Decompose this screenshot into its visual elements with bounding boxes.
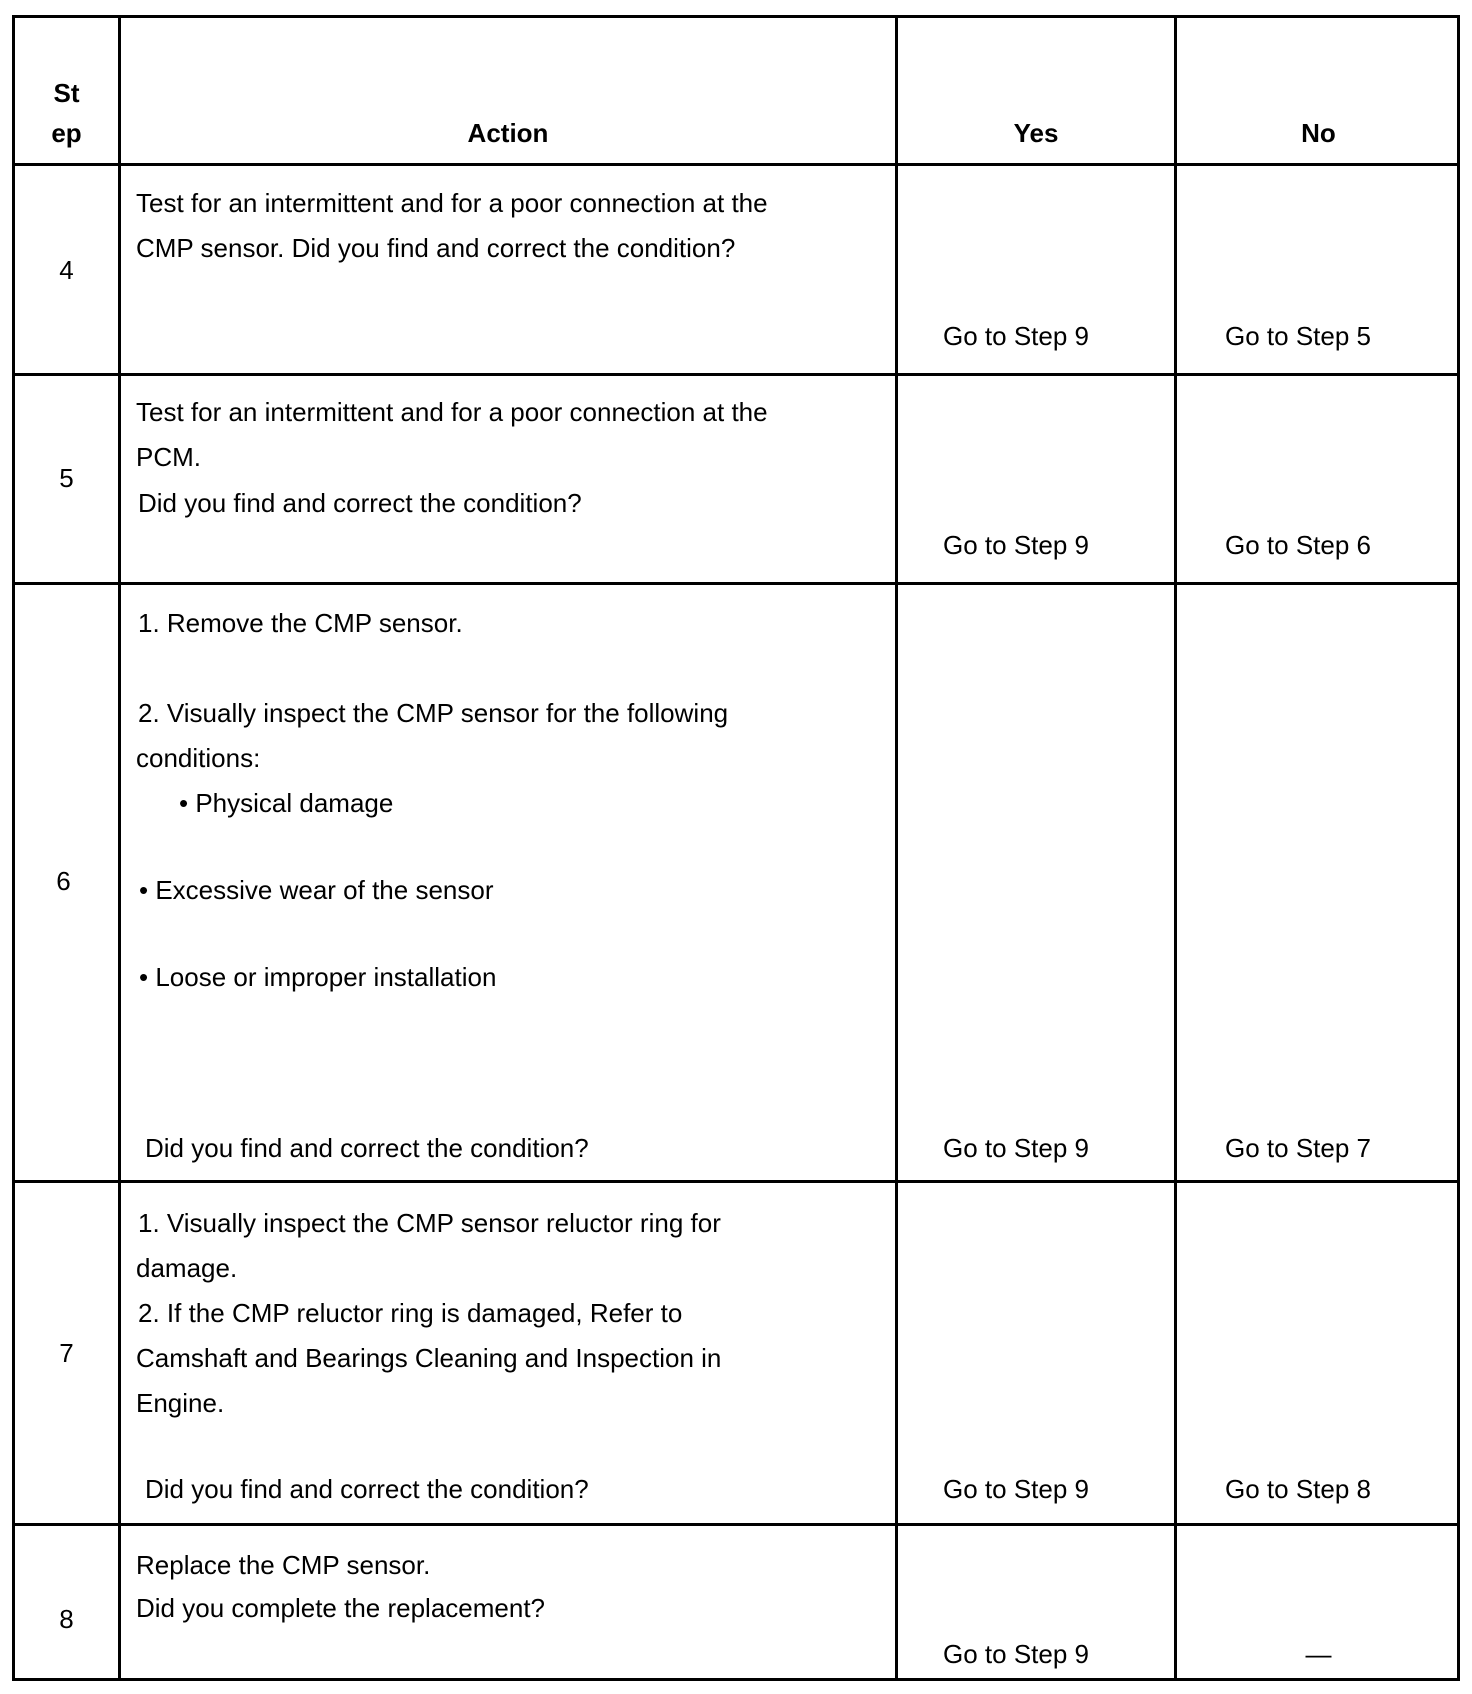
- yes-result: Go to Step 9: [943, 1133, 1089, 1163]
- row-divider: [15, 1523, 1457, 1526]
- action-text: conditions:: [136, 743, 261, 773]
- action-text: Engine.: [136, 1388, 225, 1418]
- header-action: Action: [467, 118, 549, 148]
- action-text: Test for an intermittent and for a poor connection at the: [136, 397, 768, 427]
- action-text: • Excessive wear of the sensor: [139, 875, 494, 905]
- no-result: —: [1305, 1639, 1332, 1669]
- action-text: 2. Visually inspect the CMP sensor for the following: [138, 698, 729, 728]
- column-divider: [118, 18, 121, 1678]
- row-divider: [15, 582, 1457, 585]
- step-number: 5: [59, 463, 74, 493]
- row-divider: [15, 373, 1457, 376]
- no-result: Go to Step 8: [1225, 1474, 1371, 1504]
- yes-result: Go to Step 9: [943, 1639, 1089, 1669]
- row-divider: [15, 163, 1457, 166]
- action-text: Camshaft and Bearings Cleaning and Inspection in: [136, 1343, 722, 1373]
- step-number: 4: [59, 255, 74, 285]
- header-no: No: [1301, 118, 1336, 148]
- row-divider: [15, 1180, 1457, 1183]
- column-divider: [1174, 18, 1177, 1678]
- no-result: Go to Step 6: [1225, 530, 1371, 560]
- step-number: 6: [56, 866, 71, 896]
- step-number: 8: [59, 1604, 74, 1634]
- action-text: Did you find and correct the condition?: [138, 488, 582, 518]
- action-text: Did you find and correct the condition?: [145, 1474, 589, 1504]
- action-text: 1. Remove the CMP sensor.: [138, 608, 463, 638]
- step-number: 7: [59, 1338, 74, 1368]
- action-text: 2. If the CMP reluctor ring is damaged, Refer to: [138, 1298, 683, 1328]
- action-text: Did you find and correct the condition?: [145, 1133, 589, 1163]
- column-divider: [895, 18, 898, 1678]
- yes-result: Go to Step 9: [943, 530, 1089, 560]
- action-text: PCM.: [136, 442, 201, 472]
- action-text: 1. Visually inspect the CMP sensor reluctor ring for: [138, 1208, 721, 1238]
- no-result: Go to Step 7: [1225, 1133, 1371, 1163]
- yes-result: Go to Step 9: [943, 321, 1089, 351]
- no-result: Go to Step 5: [1225, 321, 1371, 351]
- action-text: Replace the CMP sensor.: [136, 1550, 431, 1580]
- action-text: CMP sensor. Did you find and correct the condition?: [136, 233, 736, 263]
- header-yes: Yes: [1013, 118, 1059, 148]
- diagnostic-table: [12, 15, 1460, 1681]
- action-text: damage.: [136, 1253, 238, 1283]
- header-step-line2: ep: [51, 118, 82, 148]
- action-text: • Physical damage: [179, 788, 394, 818]
- action-text: Test for an intermittent and for a poor connection at the: [136, 188, 768, 218]
- action-text: Did you complete the replacement?: [136, 1593, 546, 1623]
- header-step-line1: St: [53, 78, 80, 108]
- action-text: • Loose or improper installation: [139, 962, 497, 992]
- yes-result: Go to Step 9: [943, 1474, 1089, 1504]
